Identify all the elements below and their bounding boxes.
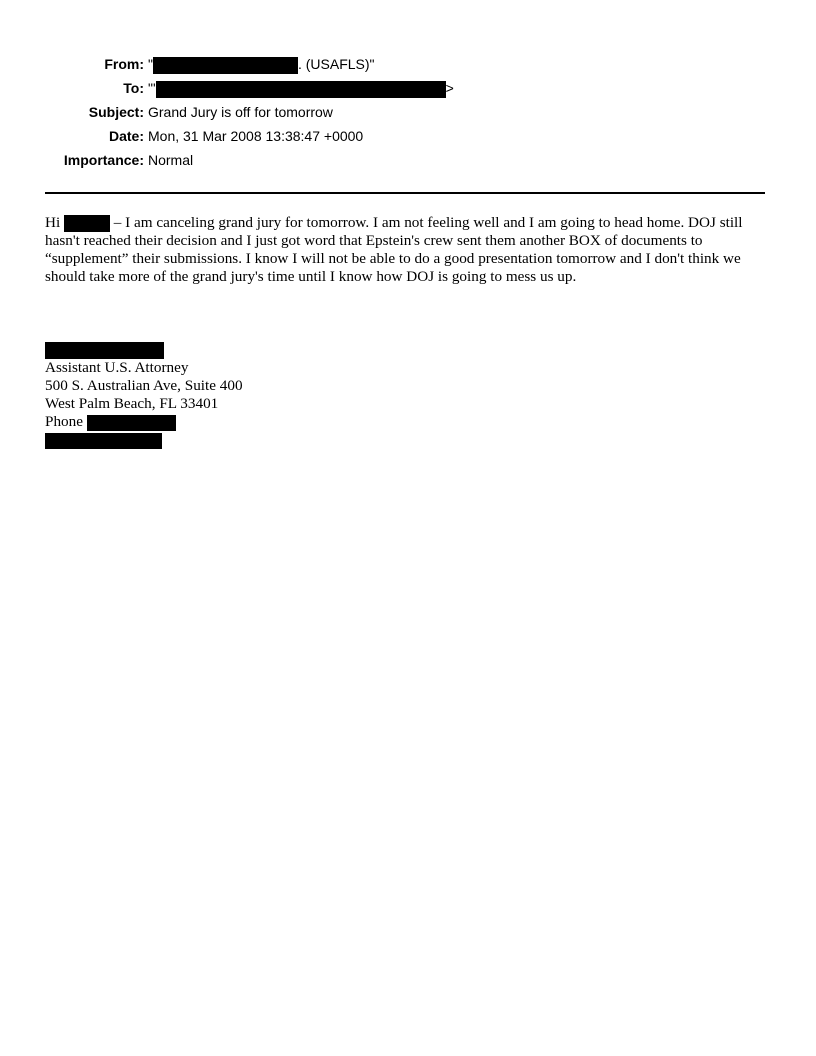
signature-contact-line xyxy=(45,431,243,449)
date-value: Mon, 31 Mar 2008 13:38:47 +0000 xyxy=(148,128,364,144)
subject-label: Subject: xyxy=(88,104,144,120)
phone-label: Phone xyxy=(45,413,83,430)
importance-row xyxy=(0,148,816,172)
from-row xyxy=(0,52,816,76)
signature-title: Assistant U.S. Attorney xyxy=(45,359,189,376)
from-value xyxy=(148,52,375,76)
to-label: To: xyxy=(123,80,144,96)
importance-value: Normal xyxy=(148,152,194,168)
subject-value: Grand Jury is off for tomorrow xyxy=(148,104,333,120)
greeting: Hi xyxy=(45,214,61,231)
redaction-box xyxy=(153,57,298,74)
body-text: – I am canceling grand jury for tomorrow. I am not feeling well and I am going to head home. DOJ still hasn't reached their decision and I just got word that Epstein's crew sent them another BOX of documents to “supplement” their submissions. I know I will not be able to do a good presentation tomorrow and I don't think we should take more of the grand jury's time until I know how DOJ is going to mess us up. xyxy=(45,214,743,286)
header-divider xyxy=(45,192,765,194)
body-paragraph xyxy=(45,214,773,286)
from-prefix: " xyxy=(148,56,153,72)
signature-address-line1: 500 S. Australian Ave, Suite 400 xyxy=(45,377,243,394)
importance-label: Importance: xyxy=(63,152,144,168)
signature-phone-line xyxy=(45,413,243,431)
to-prefix: "' xyxy=(148,80,156,96)
redaction-box xyxy=(64,215,110,232)
signature-block xyxy=(45,341,243,449)
email-body xyxy=(45,214,773,286)
to-row xyxy=(0,76,816,100)
from-suffix: . (USAFLS)" xyxy=(297,56,375,72)
email-header xyxy=(0,52,816,172)
subject-row xyxy=(0,100,816,124)
to-suffix: > xyxy=(445,80,454,96)
redaction-box xyxy=(45,433,162,449)
redaction-box xyxy=(156,81,446,98)
from-label: From: xyxy=(104,56,144,72)
signature-address-line2: West Palm Beach, FL 33401 xyxy=(45,395,219,412)
signature-name-line xyxy=(45,341,243,359)
to-value xyxy=(148,76,454,100)
redaction-box xyxy=(87,415,176,431)
redaction-box xyxy=(45,342,164,359)
date-row xyxy=(0,124,816,148)
date-label: Date: xyxy=(108,128,144,144)
